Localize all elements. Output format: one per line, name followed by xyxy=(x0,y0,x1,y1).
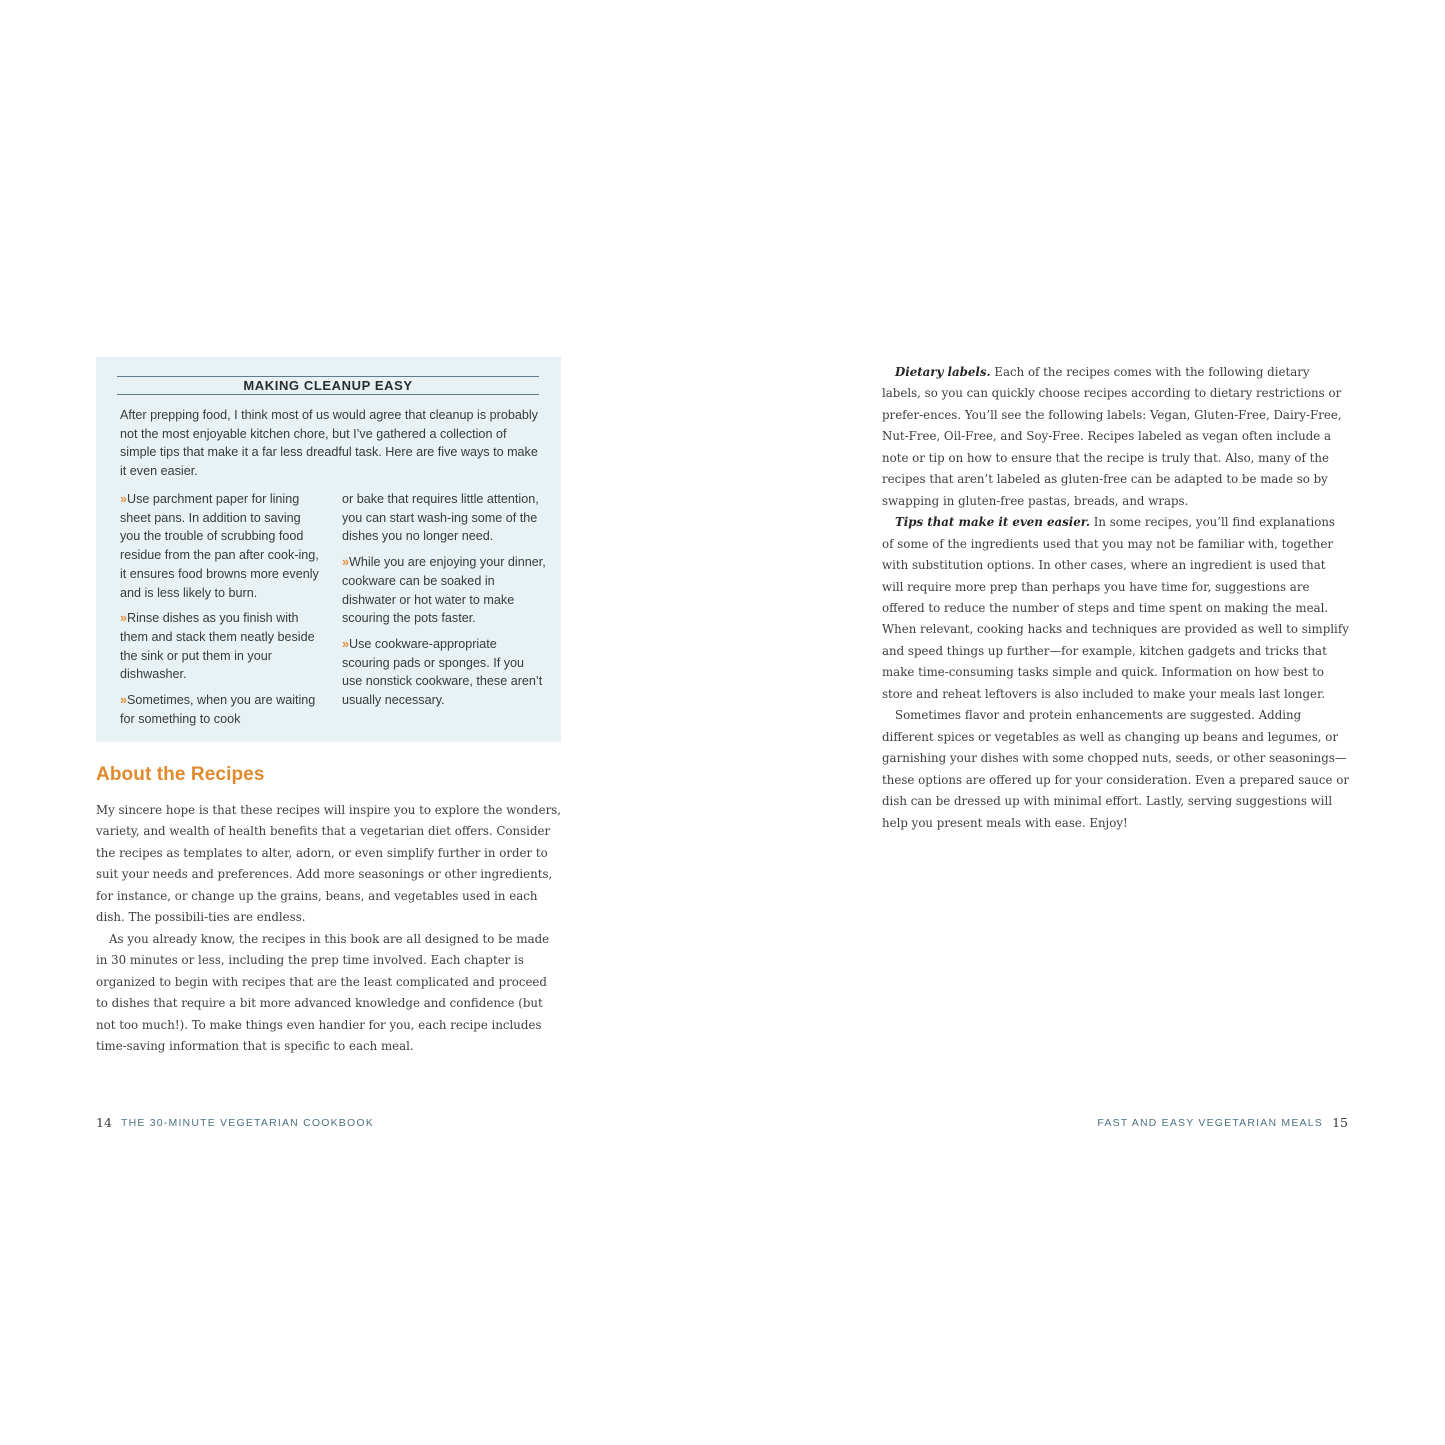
paragraph-text: Each of the recipes comes with the following dietary labels, so you can quickly choose recipes according to dietary restrictions or prefer-ences. You’ll see the following labels: Vegan, Gluten-Free, Dairy-Free, Nut-Free, Oil-Free, and Soy-Free. Recipes labeled as vegan often include a note or tip on how to ensure that the recipe is truly that. Also, many of the recipes that aren’t labeled as gluten-free can be adapted to be made so by swapping in gluten-free pastas, breads, and wraps. xyxy=(882,365,1342,508)
sidebar-tips-left-column xyxy=(120,490,320,735)
run-in-heading: Dietary labels. xyxy=(895,365,991,379)
body-paragraph-tips xyxy=(882,512,1349,705)
tip-text: Sometimes, when you are waiting for something to cook xyxy=(120,693,316,726)
run-in-heading: Tips that make it even easier. xyxy=(895,515,1090,530)
sidebar-title: MAKING CLEANUP EASY xyxy=(243,378,413,393)
tip-text: Use parchment paper for lining sheet pans. In addition to saving you the trouble of scrubbing food residue from the pan after cook-ing, it ensures food browns more evenly and is less likely to burn. xyxy=(120,492,319,600)
paragraph-text: In some recipes, you’ll find explanations of some of the ingredients used that you may not be familiar with, together with substitution options. In other cases, where an ingredient is used that will require more prep than perhaps you have time for, suggestions are offered to reduce the number of steps and time spent on making the meal. When relevant, cooking hacks and techniques are provided as well to simplify and speed things up further—for example, kitchen gadgets and tricks that make time-consuming tasks simple and quick. Information on how best to store and reheat leftovers is also included to make your meals last longer. xyxy=(882,515,1349,701)
chevron-bullet-icon: » xyxy=(342,555,350,570)
tip-item xyxy=(342,553,547,628)
chevron-bullet-icon: » xyxy=(120,492,128,506)
sidebar-tips-right-column xyxy=(342,490,547,717)
tip-text: Rinse dishes as you finish with them and stack them neatly beside the sink or put them in your dishwasher. xyxy=(120,611,315,682)
tip-item xyxy=(120,691,320,728)
right-body-text xyxy=(882,362,1349,834)
body-paragraph-dietary-labels xyxy=(882,362,1349,512)
chevron-bullet-icon: » xyxy=(120,611,128,626)
body-paragraph: Sometimes flavor and protein enhancements are suggested. Adding different spices or vegetables as well as changing up beans and legumes, or garnishing your dishes with some chopped nuts, seeds, or other seasonings—these options are offered up for your consideration. Even a prepared sauce or dish can be dressed up with minimal effort. Lastly, serving suggestions will help you present meals with ease. Enjoy! xyxy=(882,708,1349,830)
sidebar-intro: After prepping food, I think most of us would agree that cleanup is probably not the most enjoyable kitchen chore, but I’ve gathered a collection of simple tips that make it a far less dreadful task. Here are five ways to make it even easier. xyxy=(120,408,538,479)
body-paragraph: As you already know, the recipes in this book are all designed to be made in 30 minutes or less, including the prep time involved. Each chapter is organized to begin with recipes that are the least complicated and proceed to dishes that require a bit more advanced knowledge and confidence (but not too much!). To make things even handier for you, each recipe includes time-saving information that is specific to each meal. xyxy=(96,931,550,1053)
tip-item xyxy=(120,490,320,602)
page-number-left: 14 xyxy=(96,1115,112,1130)
section-heading-about-recipes: About the Recipes xyxy=(96,764,265,785)
chevron-bullet-icon: » xyxy=(342,636,350,651)
chevron-bullet-icon: » xyxy=(120,693,128,708)
sidebar-title-rule xyxy=(117,376,539,395)
page-number-right: 15 xyxy=(1332,1115,1348,1130)
tip-text: While you are enjoying your dinner, cookware can be soaked in dishwater or hot water to make scouring the pots faster. xyxy=(342,555,546,626)
tip-text: Use cookware-appropriate scouring pads or sponges. If you use nonstick cookware, these aren’t usually necessary. xyxy=(342,636,543,708)
tip-continuation: or bake that requires little attention, you can start wash-ing some of the dishes you no longer need. xyxy=(342,492,539,544)
left-body-text xyxy=(96,800,561,1057)
running-head-right: FAST AND EASY VEGETARIAN MEALS xyxy=(1097,1117,1323,1129)
tip-item xyxy=(342,635,547,710)
tip-item xyxy=(120,609,320,684)
running-head-left: THE 30-MINUTE VEGETARIAN COOKBOOK xyxy=(121,1117,374,1129)
sidebar-box-cleanup xyxy=(96,357,561,742)
body-paragraph: My sincere hope is that these recipes will inspire you to explore the wonders, variety, and wealth of health benefits that a vegetarian diet offers. Consider the recipes as templates to alter, adorn, or even simplify further in order to suit your needs and preferences. Add more seasonings or other ingredients, for instance, or change up the grains, beans, and vegetables used in each dish. The possibili-ties are endless. xyxy=(96,803,562,925)
